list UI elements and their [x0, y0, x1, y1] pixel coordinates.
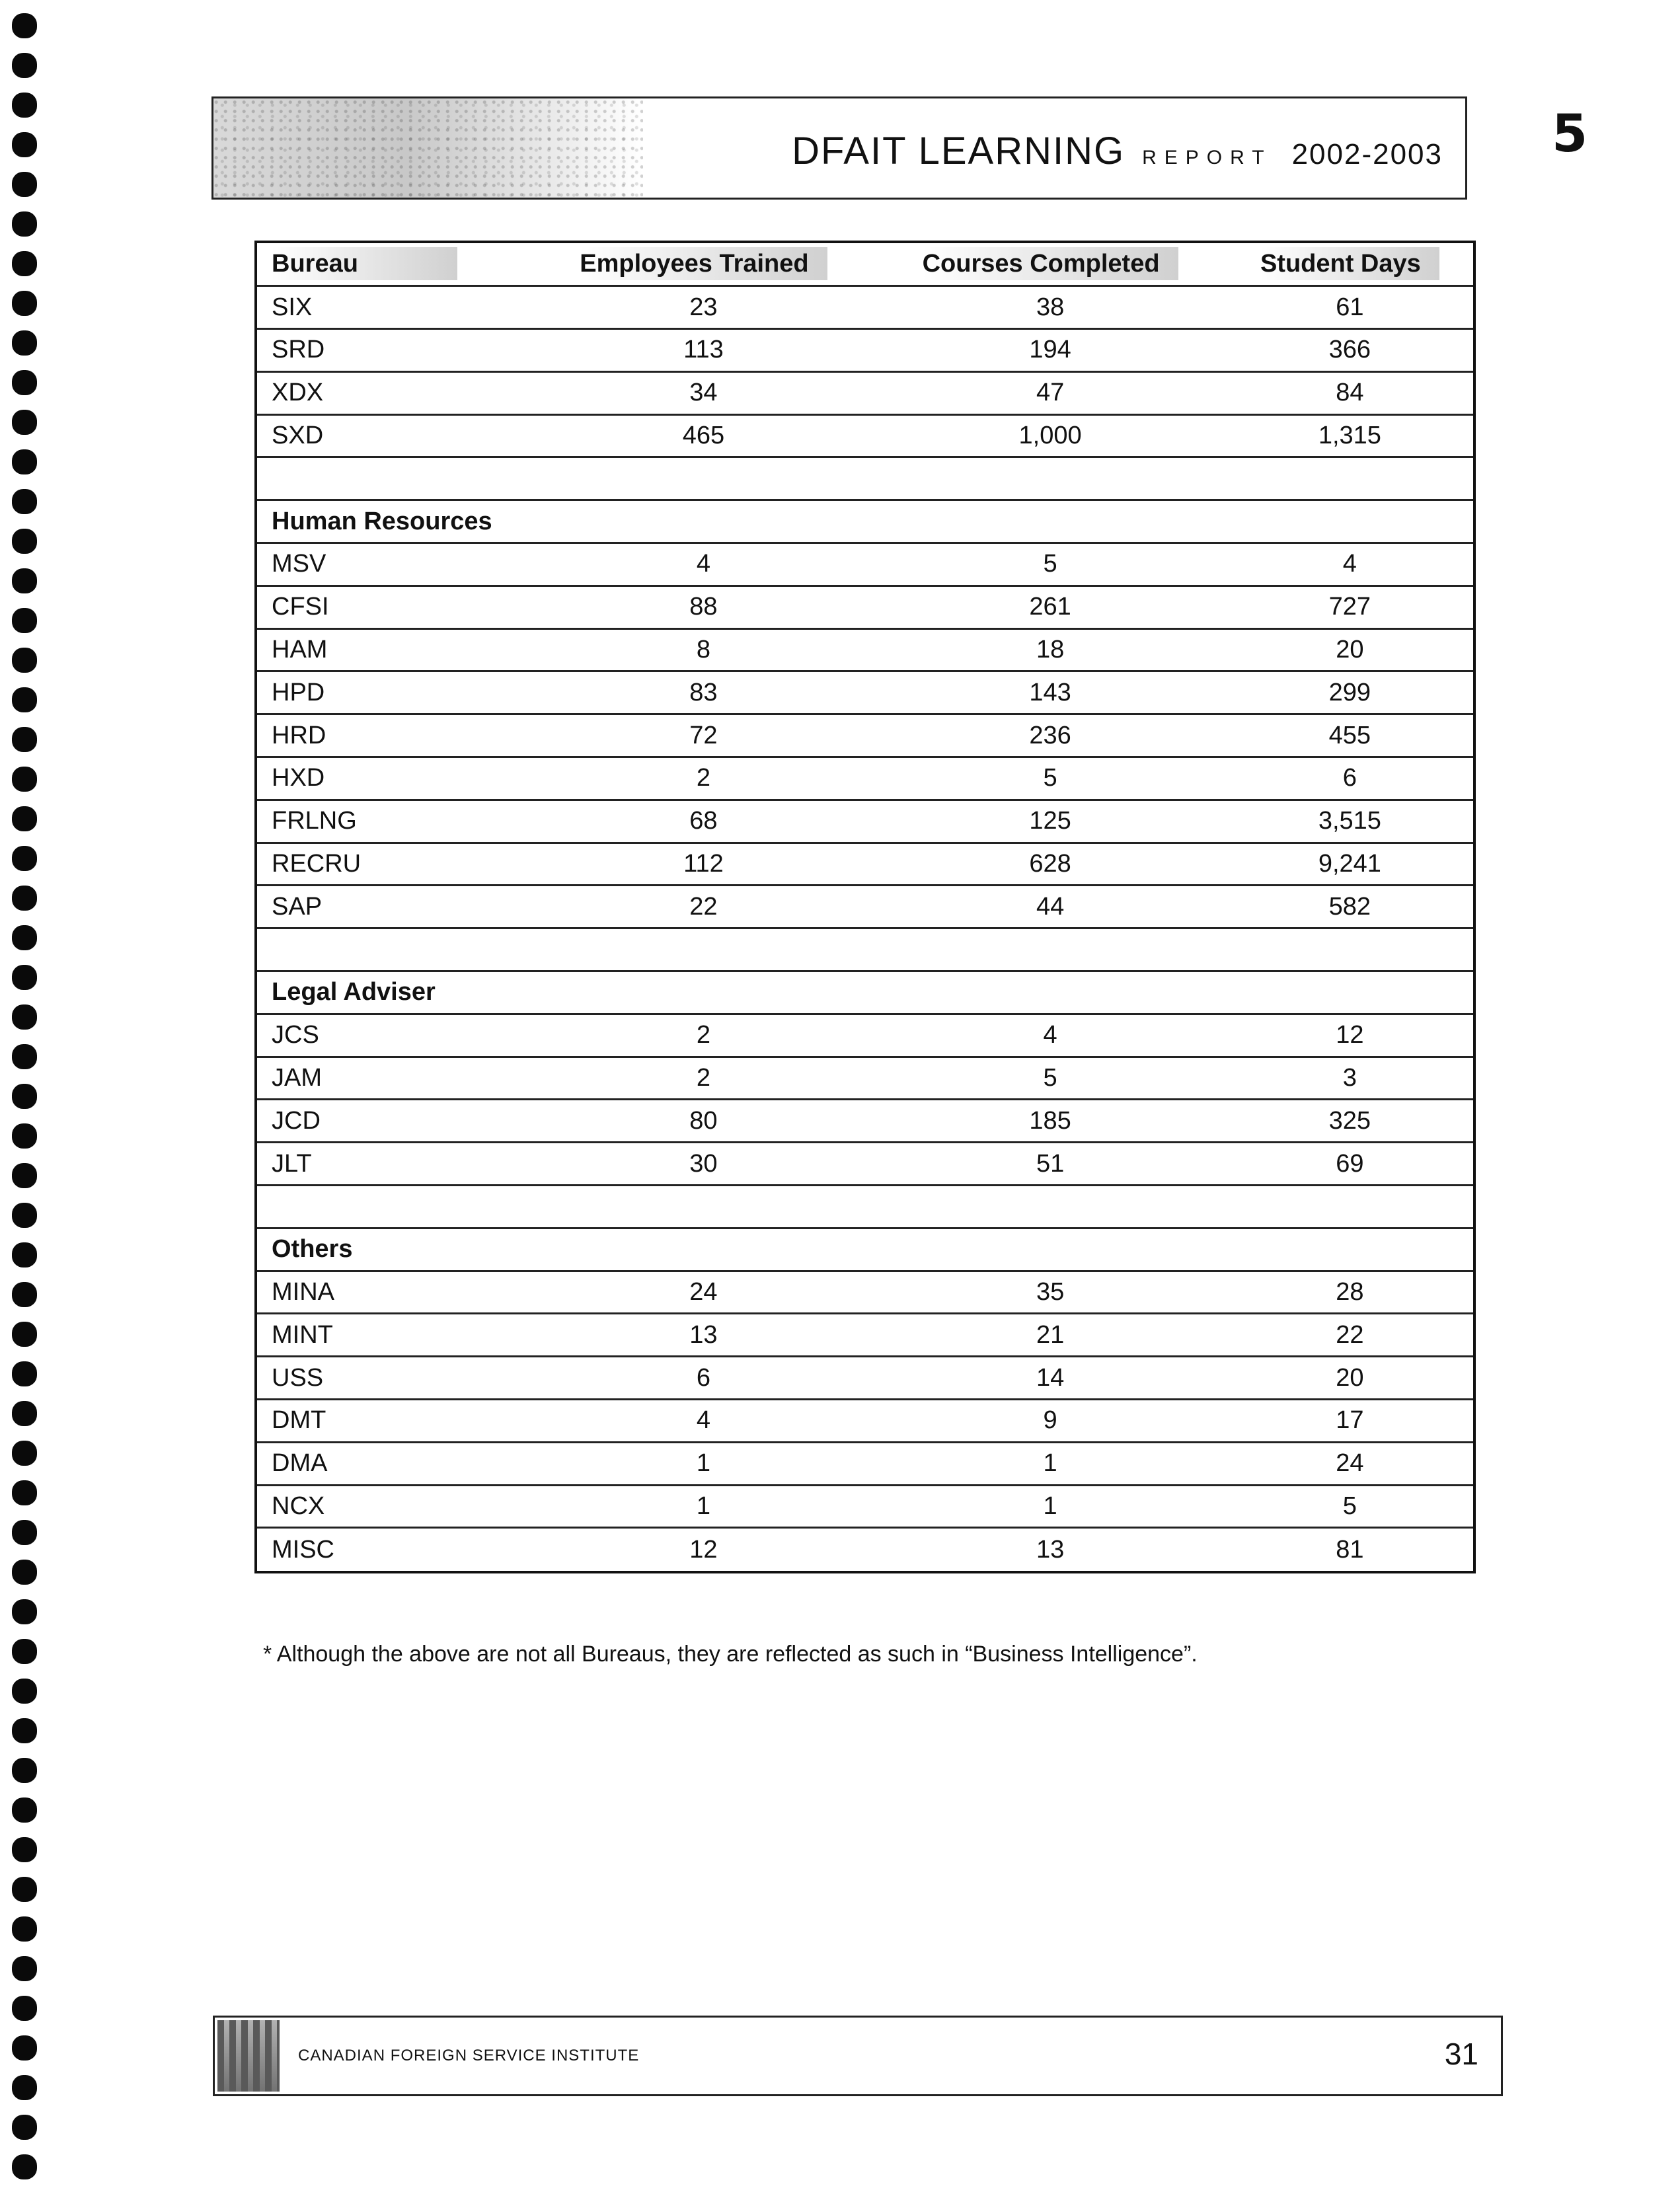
binding-hole	[12, 1956, 37, 1981]
binding-hole	[12, 330, 37, 356]
cell-student-days: 4	[1227, 543, 1473, 586]
cell-courses-completed: 1	[874, 1442, 1226, 1485]
cell-employees-trained: 1	[533, 1442, 874, 1485]
spiral-binding	[12, 13, 38, 2194]
binding-hole	[12, 449, 37, 474]
table-row	[257, 757, 1473, 800]
cell-employees-trained: 68	[533, 800, 874, 843]
binding-hole	[12, 1242, 37, 1267]
binding-hole	[12, 13, 37, 38]
table-row	[257, 843, 1473, 886]
cell-bureau: DMT	[257, 1400, 533, 1443]
binding-hole	[12, 211, 37, 237]
cell-bureau: SXD	[257, 414, 533, 457]
cell-bureau: FRLNG	[257, 800, 533, 843]
cell-employees-trained: 112	[533, 843, 874, 886]
cell-employees-trained: 23	[533, 286, 874, 329]
binding-hole	[12, 53, 37, 78]
binding-hole	[12, 568, 37, 593]
binding-hole	[12, 1996, 37, 2021]
binding-hole	[12, 410, 37, 435]
header-year: 2002-2003	[1291, 138, 1443, 170]
cell-student-days: 81	[1336, 1535, 1364, 1564]
cell-employees-trained: 24	[533, 1271, 874, 1314]
cell-employees-trained: 113	[533, 329, 874, 372]
cell-student-days: 3	[1227, 1057, 1473, 1100]
cell-student-days: 582	[1227, 886, 1473, 928]
binding-hole	[12, 806, 37, 831]
cell-courses-completed: 14	[874, 1357, 1226, 1400]
table-row	[257, 329, 1473, 372]
cell-employees-trained: 13	[533, 1314, 874, 1357]
table-row	[257, 800, 1473, 843]
cell-student-days: 3,515	[1227, 800, 1473, 843]
cell-employees-trained: 1	[533, 1485, 874, 1528]
cell-courses-completed: 1,000	[874, 414, 1226, 457]
cell-employees-trained: 2	[533, 1057, 874, 1100]
table-row	[257, 1271, 1473, 1314]
binding-hole	[12, 132, 37, 157]
group-name: Legal Adviser	[257, 971, 1473, 1014]
cell-courses-completed: 47	[874, 371, 1226, 414]
cell-bureau: CFSI	[257, 586, 533, 628]
binding-hole	[12, 1361, 37, 1386]
binding-hole	[12, 1322, 37, 1347]
binding-hole	[12, 727, 37, 752]
cell-employees-trained: 22	[533, 886, 874, 928]
table-row	[257, 371, 1473, 414]
table-row	[257, 1100, 1473, 1143]
cell-bureau: JAM	[257, 1057, 533, 1100]
group-header-row	[257, 971, 1473, 1014]
column-header-courses-completed: Courses Completed	[874, 243, 1226, 286]
cell-student-days: 6	[1227, 757, 1473, 800]
footer-organization: CANADIAN FOREIGN SERVICE INSTITUTE	[298, 2047, 640, 2064]
binding-hole	[12, 1480, 37, 1505]
table-row	[257, 1143, 1473, 1186]
binding-hole	[12, 2035, 37, 2061]
binding-hole	[12, 172, 37, 197]
table-spacer-row	[257, 1186, 1473, 1229]
header-title-main: DFAIT LEARNING	[792, 130, 1126, 172]
table-row	[257, 286, 1473, 329]
cell-bureau: MISC	[272, 1535, 334, 1564]
table-row	[257, 1528, 1473, 1571]
table-row	[257, 1357, 1473, 1400]
binding-hole	[12, 1560, 37, 1585]
table-spacer-row	[257, 928, 1473, 971]
cell-bureau: JLT	[257, 1143, 533, 1186]
cell-bureau: NCX	[257, 1485, 533, 1528]
binding-hole	[12, 1877, 37, 1902]
page-footer	[213, 2016, 1503, 2096]
cell-student-days: 24	[1227, 1442, 1473, 1485]
cell-student-days: 84	[1227, 371, 1473, 414]
cell-courses-completed: 5	[874, 1057, 1226, 1100]
page-number: 31	[1444, 2037, 1478, 2071]
cell-employees-trained: 465	[533, 414, 874, 457]
table-row	[257, 1442, 1473, 1485]
binding-hole	[12, 1797, 37, 1823]
group-name: Human Resources	[257, 500, 1473, 543]
cell-student-days: 455	[1227, 714, 1473, 757]
cell-employees-trained: 34	[533, 371, 874, 414]
binding-hole	[12, 1679, 37, 1704]
binding-hole	[12, 2075, 37, 2100]
binding-hole	[12, 1044, 37, 1069]
cell-bureau: RECRU	[257, 843, 533, 886]
cell-courses-completed: 194	[874, 329, 1226, 372]
binding-hole	[12, 1639, 37, 1664]
cell-student-days: 325	[1227, 1100, 1473, 1143]
binding-hole	[12, 2154, 37, 2179]
cell-courses-completed: 38	[874, 286, 1226, 329]
cell-employees-trained: 2	[533, 1014, 874, 1057]
header-title	[792, 129, 1443, 173]
cell-bureau: HAM	[257, 628, 533, 671]
cell-bureau: HRD	[257, 714, 533, 757]
table-row	[257, 1314, 1473, 1357]
cell-student-days: 9,241	[1227, 843, 1473, 886]
cell-bureau: SAP	[257, 886, 533, 928]
binding-hole	[12, 1004, 37, 1030]
cell-courses-completed: 13	[1036, 1535, 1065, 1564]
binding-hole	[12, 886, 37, 911]
cell-employees-trained: 6	[533, 1357, 874, 1400]
cell-student-days: 5	[1227, 1485, 1473, 1528]
cell-bureau: MINA	[257, 1271, 533, 1314]
column-header-student-days: Student Days	[1227, 243, 1473, 286]
cell-student-days: 727	[1227, 586, 1473, 628]
cell-courses-completed: 4	[874, 1014, 1226, 1057]
cell-student-days: 20	[1227, 628, 1473, 671]
binding-hole	[12, 1916, 37, 1942]
binding-hole	[12, 648, 37, 673]
binding-hole	[12, 1837, 37, 1862]
cell-courses-completed: 9	[874, 1400, 1226, 1443]
table-header-row	[257, 243, 1473, 286]
cell-bureau: JCD	[257, 1100, 533, 1143]
cell-courses-completed: 21	[874, 1314, 1226, 1357]
cell-student-days: 366	[1227, 329, 1473, 372]
cell-courses-completed: 5	[874, 757, 1226, 800]
cell-bureau: HPD	[257, 671, 533, 714]
cell-student-days: 299	[1227, 671, 1473, 714]
column-header-bureau: Bureau	[257, 243, 533, 286]
training-table	[254, 241, 1476, 1573]
cell-student-days: 12	[1227, 1014, 1473, 1057]
binding-hole	[12, 608, 37, 633]
binding-hole	[12, 291, 37, 316]
section-number: 5	[1552, 104, 1588, 164]
cell-courses-completed: 125	[874, 800, 1226, 843]
cell-employees-trained: 4	[533, 1400, 874, 1443]
group-header-row	[257, 500, 1473, 543]
table-row	[257, 543, 1473, 586]
cell-bureau: DMA	[257, 1442, 533, 1485]
cell-student-days: 69	[1227, 1143, 1473, 1186]
binding-hole	[12, 93, 37, 118]
table-row	[257, 586, 1473, 628]
cell-student-days: 1,315	[1227, 414, 1473, 457]
cell-courses-completed: 44	[874, 886, 1226, 928]
cell-courses-completed: 185	[874, 1100, 1226, 1143]
header-map-graphic	[213, 98, 643, 198]
cell-bureau: USS	[257, 1357, 533, 1400]
binding-hole	[12, 1123, 37, 1149]
cell-employees-trained: 30	[533, 1143, 874, 1186]
binding-hole	[12, 1401, 37, 1426]
header-report-word: REPORT	[1142, 147, 1272, 169]
cell-bureau: MSV	[257, 543, 533, 586]
binding-hole	[12, 1520, 37, 1545]
cell-courses-completed: 18	[874, 628, 1226, 671]
cell-courses-completed: 236	[874, 714, 1226, 757]
binding-hole	[12, 1084, 37, 1109]
cell-employees-trained: 72	[533, 714, 874, 757]
cell-courses-completed: 143	[874, 671, 1226, 714]
cell-courses-completed: 1	[874, 1485, 1226, 1528]
table-body	[257, 286, 1473, 1571]
table-row	[257, 414, 1473, 457]
binding-hole	[12, 2115, 37, 2140]
cell-employees-trained: 4	[533, 543, 874, 586]
binding-hole	[12, 965, 37, 990]
cell-employees-trained: 2	[533, 757, 874, 800]
cell-student-days: 22	[1227, 1314, 1473, 1357]
table-row	[257, 1057, 1473, 1100]
table-spacer-row	[257, 457, 1473, 500]
cell-student-days: 17	[1227, 1400, 1473, 1443]
binding-hole	[12, 251, 37, 276]
cell-student-days: 20	[1227, 1357, 1473, 1400]
binding-hole	[12, 489, 37, 514]
binding-hole	[12, 1163, 37, 1188]
cell-courses-completed: 628	[874, 843, 1226, 886]
binding-hole	[12, 1718, 37, 1743]
binding-hole	[12, 1203, 37, 1228]
column-header-employees-trained: Employees Trained	[533, 243, 874, 286]
binding-hole	[12, 529, 37, 554]
footnote: * Although the above are not all Bureaus, they are reflected as such in “Business Intelligence”.	[263, 1642, 1198, 1667]
group-name: Others	[257, 1228, 1473, 1271]
cell-bureau: SRD	[257, 329, 533, 372]
binding-hole	[12, 1599, 37, 1624]
table-row	[257, 1485, 1473, 1528]
table-row	[257, 1014, 1473, 1057]
cell-bureau: HXD	[257, 757, 533, 800]
binding-hole	[12, 370, 37, 395]
report-header	[211, 96, 1467, 200]
binding-hole	[12, 767, 37, 792]
table-row	[257, 886, 1473, 928]
cell-student-days: 61	[1227, 286, 1473, 329]
cell-bureau: JCS	[257, 1014, 533, 1057]
cell-employees-trained: 8	[533, 628, 874, 671]
table-row	[257, 1400, 1473, 1443]
cell-bureau: XDX	[257, 371, 533, 414]
binding-hole	[12, 846, 37, 871]
cell-student-days: 28	[1227, 1271, 1473, 1314]
cell-bureau: MINT	[257, 1314, 533, 1357]
institute-logo	[217, 2020, 280, 2092]
cell-employees-trained: 83	[533, 671, 874, 714]
binding-hole	[12, 925, 37, 950]
binding-hole	[12, 687, 37, 712]
binding-hole	[12, 1282, 37, 1307]
group-header-row	[257, 1228, 1473, 1271]
cell-courses-completed: 5	[874, 543, 1226, 586]
cell-employees-trained: 12	[689, 1535, 718, 1564]
cell-employees-trained: 88	[533, 586, 874, 628]
table-row	[257, 671, 1473, 714]
binding-hole	[12, 1758, 37, 1783]
cell-courses-completed: 35	[874, 1271, 1226, 1314]
cell-courses-completed: 51	[874, 1143, 1226, 1186]
table-row	[257, 628, 1473, 671]
table-row	[257, 714, 1473, 757]
cell-bureau: SIX	[257, 286, 533, 329]
cell-employees-trained: 80	[533, 1100, 874, 1143]
cell-courses-completed: 261	[874, 586, 1226, 628]
binding-hole	[12, 1441, 37, 1466]
